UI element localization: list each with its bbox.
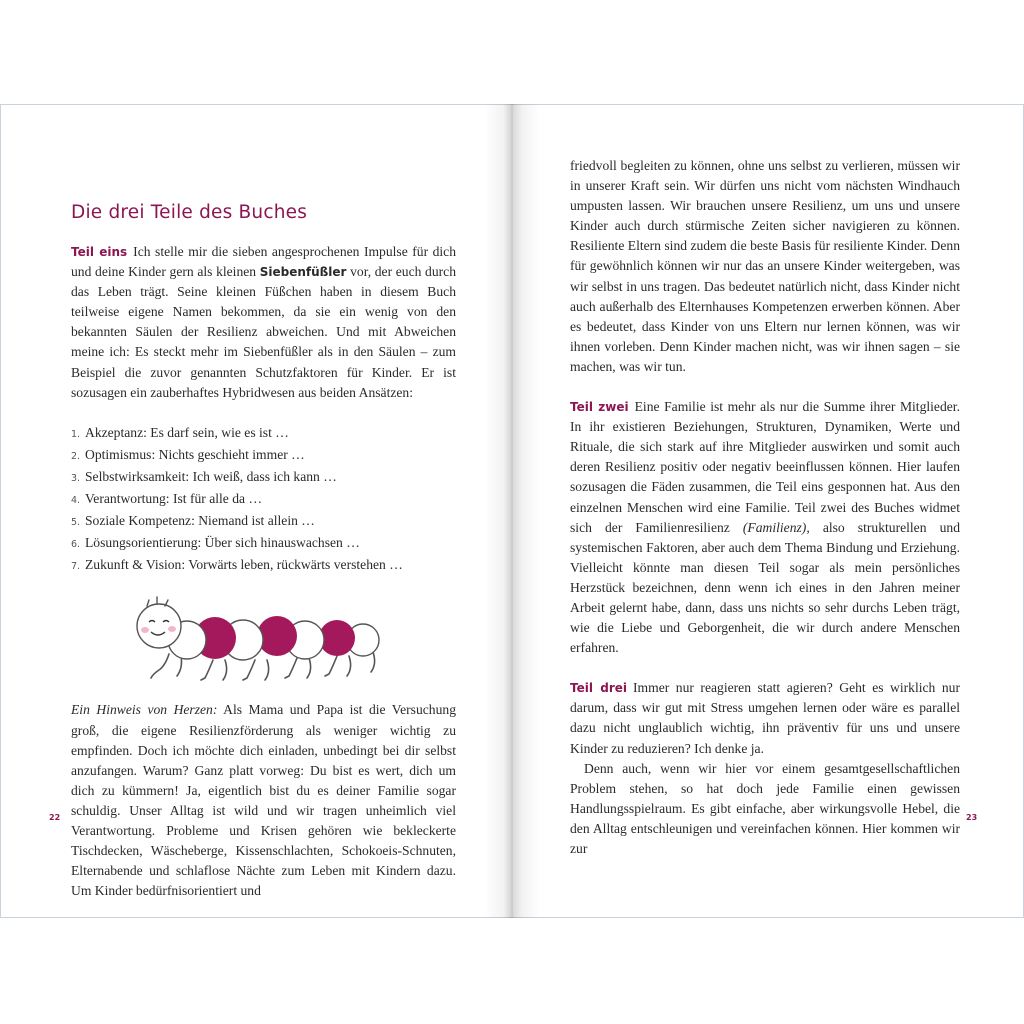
list-item-text: Akzeptanz: Es darf sein, wie es ist …: [85, 424, 289, 440]
list-item-number: 4.: [71, 495, 81, 507]
caterpillar-illustration-icon: [125, 594, 385, 692]
right-column: [570, 156, 960, 859]
teil-drei-paragraph-2: Denn auch, wenn wir hier vor einem gesamtgesellschaftlichen Problem stehen, so hat doch jede Familie einen gewissen Handlungsspielraum. Es gibt einfache, aber wirkungsvolle Hebel, die den Alltag entschleunigen und vereinfachen können. Hier kommen wir zur: [570, 760, 960, 856]
list-item: [71, 555, 456, 577]
hint-lead: Ein Hinweis von Herzen:: [71, 702, 218, 718]
left-page: [0, 104, 512, 918]
teil-eins-paragraph: [71, 242, 456, 403]
teil-drei-label: Teil drei: [570, 681, 628, 696]
list-item-number: 3.: [71, 472, 81, 484]
list-item-text: Zukunft & Vision: Vorwärts leben, rückwärts verstehen …: [85, 557, 403, 573]
impulse-list: [71, 423, 456, 578]
list-item-text: Lösungsorientierung: Über sich hinauswachsen …: [85, 535, 360, 551]
section-heading: Die drei Teile des Buches: [71, 202, 308, 223]
left-column: [71, 201, 456, 901]
list-item-number: 5.: [71, 517, 81, 529]
list-item-number: 2.: [71, 450, 81, 462]
teil-eins-text-a: Ich stelle mir die sieben angesprochenen Impulse für dich und deine Kinder gern als kleinen: [71, 244, 456, 280]
list-item-text: Verantwortung: Ist für alle da …: [85, 491, 263, 507]
teil-eins-text-b: vor, der euch durch das Leben trägt. Seine kleinen Füßchen haben in diesem Buch teilweise eigene Namen bekommen, da sie ein wenig von den bekannten Säulen der Resilienz abweichen. Und mit Abweichen meine ich: Es steckt mehr im Siebenfüßler als in den Säulen – zum Beispiel die zuvor genannten Schutzfaktoren für Kinder. Er ist sozusagen ein zauberhaftes Hybridwesen aus beiden Ansätzen:: [71, 264, 456, 400]
teil-drei-text: Immer nur reagieren statt agieren? Geht es wirklich nur darum, dass wir gut mit Stress umgehen lernen oder wäre es parallel dazu nicht unglaublich wichtig, ihn präventiv für uns und unsere Kinder zu reduzieren? Ich denke ja.: [570, 680, 960, 756]
teil-drei-paragraph: [570, 678, 960, 758]
list-item: [71, 489, 456, 511]
list-item-number: 7.: [71, 561, 81, 573]
familienz-term: (Familienz),: [742, 519, 810, 535]
book-spread: [0, 104, 1024, 918]
teil-zwei-paragraph: [570, 397, 960, 658]
teil-zwei-text-b: also strukturellen und systemischen Faktoren, aber auch dem Thema Bindung und Erziehung. Vielleicht könnte man diesen Teil sogar als mein persönliches Herzstück bezeichnen, denn wenn ich eines in den Jahren meiner Arbeit gelernt habe, dann, dass uns nichts so sehr durchs Leben trägt, wie die Liebe und Geborgenheit, die wir durch andere Menschen erfahren.: [570, 519, 960, 656]
page-number-left: 22: [49, 813, 61, 822]
list-item-text: Optimismus: Nichts geschieht immer …: [85, 446, 305, 462]
hint-text: Als Mama und Papa ist die Versuchung groß, die eigene Resilienzförderung als weniger wichtig zu empfinden. Doch ich möchte dich einladen, unbedingt bei dir selbst anzufangen. Warum? Ganz platt vorweg: Du bist es wert, dich um dich zu kümmern! Ja, eigentlich bist du es deiner Familie sogar schuldig. Unser Alltag ist wild und wir tragen unheimlich viel Verantwortung. Probleme und Krisen gehören wie bekleckerte Tischdecken, Wäscheberge, Kissenschlachten, Schokoeis-Schnuten, Elternabende und schlaflose Nächte zum Leben mit Kindern dazu. Um Kinder bedürfnisorientiert und: [71, 702, 456, 899]
list-item-text: Selbstwirksamkeit: Ich weiß, dass ich kann …: [85, 468, 337, 484]
list-item-number: 6.: [71, 539, 81, 551]
list-item-number: 1.: [71, 428, 81, 440]
hint-paragraph: [71, 700, 456, 901]
list-item: [71, 445, 456, 467]
list-item: [71, 511, 456, 533]
list-item: [71, 533, 456, 555]
list-item: [71, 423, 456, 445]
right-page: [512, 104, 1024, 918]
list-item-text: Soziale Kompetenz: Niemand ist allein …: [85, 513, 315, 529]
page-number-right: 23: [966, 813, 978, 822]
teil-zwei-text-a: Eine Familie ist mehr als nur die Summe ihrer Mitglieder. In ihr existieren Beziehungen, Strukturen, Dynamiken, Werte und Rituale, die sich stark auf ihre Mitglieder auswirken und somit auch deren Resilienz positiv oder negativ beeinflussen können. Hier laufen sozusagen die Fäden zusammen, die Teil eins gesponnen hat. Aus den einzelnen Menschen wird eine Familie. Teil zwei des Buches widmet sich der Familienresilienz: [570, 399, 960, 535]
teil-zwei-label: Teil zwei: [570, 400, 629, 415]
siebenfuessler-term: Siebenfüßler: [259, 265, 347, 280]
list-item: [71, 467, 456, 489]
teil-eins-label: Teil eins: [71, 245, 128, 259]
continued-paragraph: friedvoll begleiten zu können, ohne uns selbst zu verlieren, müssen wir in unserer Kraft sein. Wir dürfen uns nicht vom nächsten Windhauch umpusten lassen. Wir brauchen unsere Resilienz, um uns und unsere Kinder auch durch stürmische Zeiten sicher navigieren zu können. Resiliente Eltern sind zudem die beste Basis für resiliente Kinder. Denn für gewöhnlich können wir nur das an unsere Kinder weitergeben, was wir selbst in uns tragen. Das bedeutet natürlich nicht, dass Kinder nicht auch außerhalb des Elternhauses Kompetenzen erwerben können. Aber es bedeutet, dass Kinder von uns Eltern nur lernen können, was wir ihnen vorleben. Denn Kinder machen nicht, was wir ihnen sagen – sie machen, was wir tun.: [570, 158, 960, 374]
